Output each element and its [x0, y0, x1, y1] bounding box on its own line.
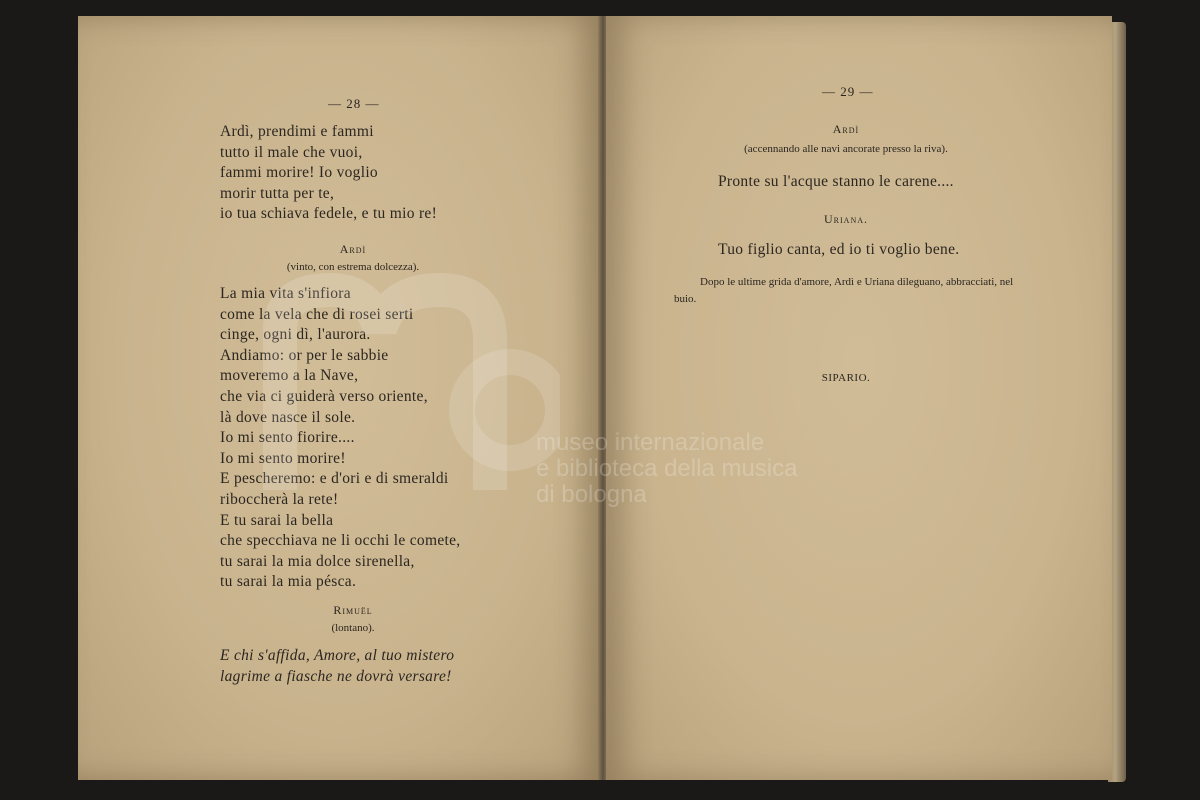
stage-note: Dopo le ultime grida d'amore, Ardì e Uriana dileguano, abbracciati, nel buio. — [674, 276, 1014, 305]
left-page — [78, 16, 602, 780]
verse-line-1 — [718, 172, 954, 193]
verse-line: Io mi sento fiorire.... — [220, 429, 355, 447]
speaker-name: Uriana. — [824, 212, 868, 226]
verse-line: là dove nasce il sole. — [220, 408, 356, 426]
verse-line: Ardì, prendimi e fammi — [220, 123, 374, 140]
verse-line: Pronte su l'acque stanno le carene.... — [718, 173, 954, 190]
verse-line: Tuo figlio canta, ed io ti voglio bene. — [718, 241, 960, 258]
verse-line: E tu sarai la bella — [220, 511, 334, 529]
verse-line: riboccherà la rete! — [220, 490, 339, 508]
stage-direction: (lontano). — [331, 622, 375, 634]
verse-line: Io mi sento morire! — [220, 449, 346, 467]
verse-line: come la vela che di rosei serti — [220, 305, 414, 323]
curtain-label: SIPARIO. — [821, 372, 871, 384]
stanza-2 — [220, 284, 460, 593]
watermark-line-2: e biblioteca della musica — [536, 455, 798, 482]
verse-line: lagrime a fiasche ne dovrà versare! — [220, 667, 452, 685]
verse-line: tutto il male che vuoi, — [220, 143, 363, 161]
verse-line: fammi morire! Io voglio — [220, 164, 378, 182]
verse-line: che via ci guiderà verso oriente, — [220, 387, 428, 405]
verse-line: tu sarai la mia dolce sirenella, — [220, 552, 415, 570]
right-page — [606, 16, 1112, 780]
verse-line: La mia vita s'infiora — [220, 285, 351, 302]
watermark-line-1: museo internazionale — [536, 429, 765, 456]
verse-line: Andiamo: or per le sabbie — [220, 346, 389, 364]
speaker-name: Ardì — [339, 242, 367, 256]
verse-line-2 — [718, 240, 959, 261]
verse-line: E chi s'affida, Amore, al tuo mistero — [220, 647, 455, 664]
speaker-name: Ardì — [832, 122, 860, 136]
stanza-3 — [220, 646, 454, 687]
speaker-name: Rimuël — [333, 603, 373, 617]
watermark-line-3: di bologna — [536, 481, 647, 508]
verse-line: io tua schiava fedele, e tu mio re! — [220, 205, 438, 223]
stage-direction: (accennando alle navi ancorate presso la riva). — [744, 143, 948, 155]
verse-line: E pescheremo: e d'ori e di smeraldi — [220, 470, 449, 488]
verse-line: morir tutta per te, — [220, 184, 335, 202]
verse-line: che specchiava ne li occhi le comete, — [220, 532, 461, 550]
page-number: — 28 — — [328, 96, 380, 111]
verse-line: cinge, ogni dì, l'aurora. — [220, 326, 371, 344]
page-number: — 29 — — [822, 84, 874, 99]
verse-line: moveremo a la Nave, — [220, 367, 359, 385]
verse-line: tu sarai la mia pésca. — [220, 573, 357, 591]
stage-direction: (vinto, con estrema dolcezza). — [286, 261, 420, 273]
stanza-1 — [220, 122, 437, 225]
